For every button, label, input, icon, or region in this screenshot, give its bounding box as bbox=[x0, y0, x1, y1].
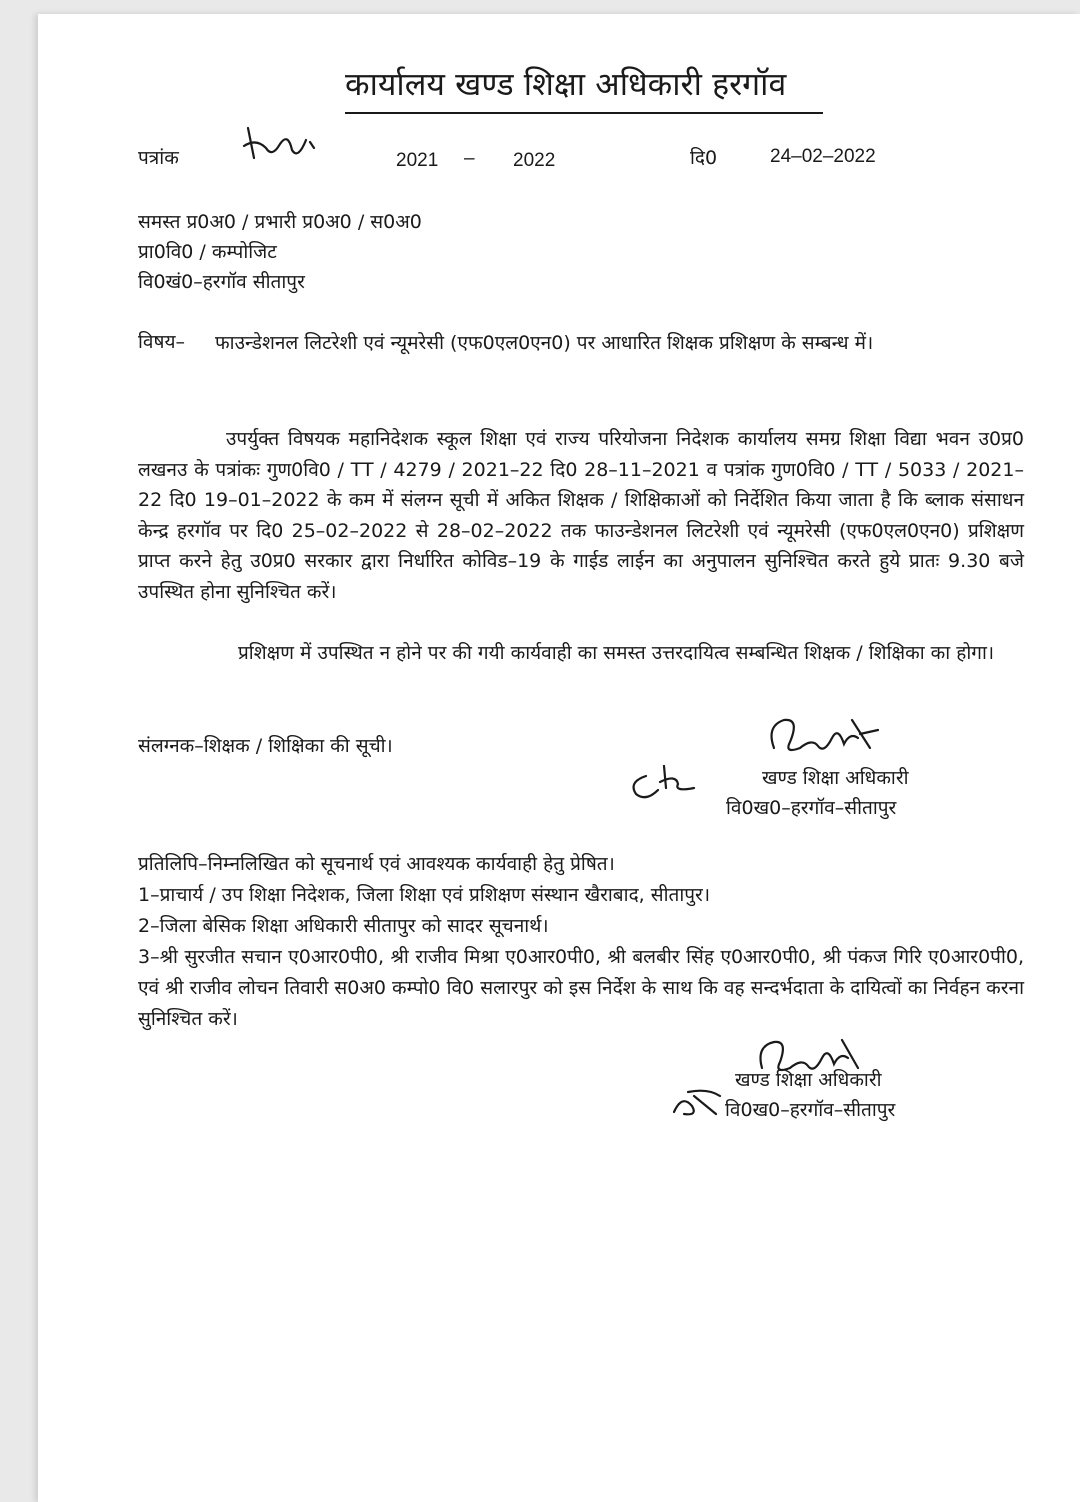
body-paragraph-1-text: उपर्युक्त विषयक महानिदेशक स्कूल शिक्षा एवं राज्य परियोजना निदेशक कार्यालय समग्र शिक्षा विद्या भवन उ0प्र0 लखनउ के पत्रांकः गुण0वि0 / TT / 4279 / 2021–22 दि0 28–11–2021 व पत्रांक गुण0वि0 / TT / 5033 / 2021–22 दि0 19–01–2022 के कम में संलग्न सूची में अकित शिक्षक / शिक्षिकाओं को निर्देशित किया जाता है कि ब्लाक संसाधन केन्द्र हरगॉव पर दि0 25–02–2022 से 28–02–2022 तक फाउन्डेशनल लिटरेशी एवं न्यूमरेसी (एफ0एल0एन0) प्रशिक्षण प्राप्त करने हेतु उ0प्र0 सरकार द्वारा निर्धारित कोविड–19 के गाईड लाईन का अनुपालन सुनिश्चित करते हुये प्रातः 9.30 बजे उपस्थित होना सुनिश्चित करें। bbox=[138, 428, 1024, 603]
year-dash: – bbox=[464, 148, 475, 169]
recipient-line-3: वि0खं0–हरगॉव सीतापुर bbox=[138, 271, 305, 293]
initial-mark-1 bbox=[624, 758, 704, 808]
enclosure-note: संलग्नक–शिक्षक / शिक्षिका की सूची। bbox=[138, 735, 393, 757]
office-title: कार्यालय खण्ड शिक्षा अधिकारी हरगॉव bbox=[345, 65, 787, 103]
body-paragraph-1 bbox=[138, 424, 1024, 607]
signature-2-designation: खण्ड शिक्षा अधिकारी bbox=[735, 1069, 882, 1091]
body-paragraph-2-text: प्रशिक्षण में उपस्थित न होने पर की गयी कार्यवाही का समस्त उत्तरदायित्व सम्बन्धित शिक्षक / शिक्षिका का होगा। bbox=[238, 642, 995, 664]
recipient-line-2: प्रा0वि0 / कम्पोजिट bbox=[138, 241, 277, 263]
signature-1-location: वि0ख0–हरगॉव–सीतापुर bbox=[726, 797, 897, 819]
year-to: 2022 bbox=[513, 150, 556, 171]
title-underline bbox=[345, 112, 823, 114]
copy-item-3: 3–श्री सुरजीत सचान ए0आर0पी0, श्री राजीव मिश्रा ए0आर0पी0, श्री बलबीर सिंह ए0आर0पी0, श्री पंकज गिरि ए0आर0पी0, एवं श्री राजीव लोचन तिवारी स0अ0 कम्पो0 वि0 सलारपुर को इस निर्देश के साथ कि वह सन्दर्भदाता के दायित्वों का निर्वहन करना सुनिश्चित करें। bbox=[138, 946, 1024, 1030]
subject-text: फाउन्डेशनल लिटरेशी एवं न्यूमरेसी (एफ0एल0एन0) पर आधारित शिक्षक प्रशिक्षण के सम्बन्ध में। bbox=[215, 332, 874, 354]
patrank-label: पत्रांक bbox=[138, 147, 179, 169]
officer-signature-1 bbox=[760, 708, 890, 768]
patrank-handwritten-mark bbox=[236, 118, 326, 173]
copy-item-2: 2–जिला बेसिक शिक्षा अधिकारी सीतापुर को सादर सूचनार्थ। bbox=[138, 915, 549, 937]
letter-date: 24–02–2022 bbox=[770, 146, 876, 167]
copy-heading: प्रतिलिपि–निम्नलिखित को सूचनार्थ एवं आवश्यक कार्यवाही हेतु प्रेषित। bbox=[138, 853, 615, 875]
subject-label: विषय– bbox=[138, 331, 185, 353]
date-label: दि0 bbox=[690, 147, 718, 169]
initial-mark-2 bbox=[668, 1084, 728, 1124]
recipient-line-1: समस्त प्र0अ0 / प्रभारी प्र0अ0 / स0अ0 bbox=[138, 211, 422, 233]
year-from: 2021 bbox=[396, 150, 439, 171]
signature-2-location: वि0ख0–हरगॉव–सीतापुर bbox=[725, 1099, 896, 1121]
copy-item-1: 1–प्राचार्य / उप शिक्षा निदेशक, जिला शिक्षा एवं प्रशिक्षण संस्थान खैराबाद, सीतापुर। bbox=[138, 884, 711, 906]
signature-1-designation: खण्ड शिक्षा अधिकारी bbox=[762, 767, 909, 789]
body-paragraph-2 bbox=[138, 638, 1024, 669]
